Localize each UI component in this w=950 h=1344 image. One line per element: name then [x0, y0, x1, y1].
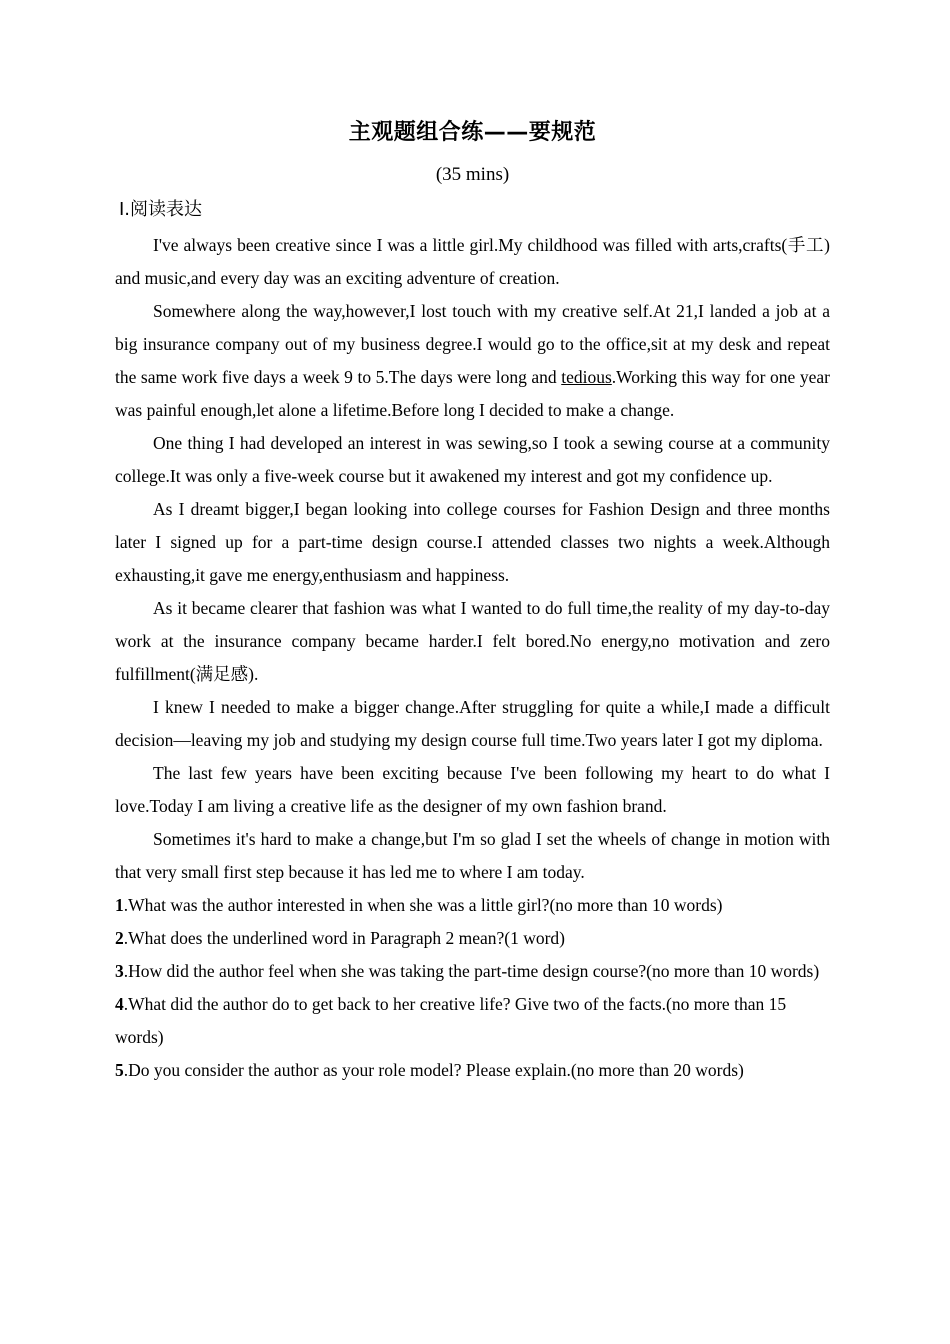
passage-paragraph-7: The last few years have been exciting because I've been following my heart to do what I love.Today I am living a creative life as the designer of my own fashion brand. [115, 763, 830, 816]
question-item [115, 889, 830, 922]
underlined-word: tedious [561, 367, 612, 387]
question-item [115, 1054, 830, 1087]
passage-paragraph-3: One thing I had developed an interest in was sewing,so I took a sewing course at a community college.It was only a five-week course but it awakened my interest and got my confidence up. [115, 433, 830, 486]
question-list [115, 889, 830, 1087]
passage-paragraph-2 [115, 295, 830, 427]
question-text: .How did the author feel when she was taking the part-time design course?(no more than 10 words) [123, 961, 820, 981]
time-limit: (35 mins) [435, 164, 510, 185]
reading-passage [115, 229, 830, 889]
passage-paragraph-5: As it became clearer that fashion was what I wanted to do full time,the reality of my day-to-day work at the insurance company became harder.I felt bored.No energy,no motivation and zero fulfillment(满足感). [115, 598, 830, 684]
page-title: 主观题组合练——要规范 [348, 120, 597, 145]
question-text: .What did the author do to get back to her creative life? Give two of the facts.(no more than 15 words) [115, 994, 787, 1047]
passage-paragraph-6: I knew I needed to make a bigger change.After struggling for quite a while,I made a difficult decision—leaving my job and studying my design course full time.Two years later I got my diploma. [115, 697, 830, 750]
paragraph-2-text-end: .Working this way for one year was painful enough,let alone a lifetime.Before long I decided to make a change. [115, 367, 830, 420]
question-number: 4 [115, 994, 124, 1014]
question-number: 2 [115, 928, 124, 948]
section-heading: Ⅰ.阅读表达 [119, 199, 203, 220]
document-page [115, 115, 830, 1087]
question-text: .What was the author interested in when she was a little girl?(no more than 10 words) [123, 895, 723, 915]
paragraph-2-text-start: Somewhere along the way,however,I lost touch with my creative self.At 21,I landed a job at a big insurance company out of my business degree.I would go to the office,sit at my desk and repeat the same work five days a week 9 to 5.The days were long and [115, 301, 830, 387]
question-item [115, 955, 830, 988]
question-number: 1 [115, 895, 124, 915]
question-item [115, 922, 830, 955]
question-number: 3 [115, 961, 124, 981]
question-item [115, 988, 830, 1054]
passage-paragraph-4: As I dreamt bigger,I began looking into college courses for Fashion Design and three months later I signed up for a part-time design course.I attended classes two nights a week.Although exhausting,it gave me energy,enthusiasm and happiness. [115, 499, 830, 585]
passage-paragraph-1: I've always been creative since I was a little girl.My childhood was filled with arts,crafts(手工) and music,and every day was an exciting adventure of creation. [115, 235, 830, 288]
passage-paragraph-8: Sometimes it's hard to make a change,but I'm so glad I set the wheels of change in motion with that very small first step because it has led me to where I am today. [115, 829, 830, 882]
question-text: .Do you consider the author as your role model? Please explain.(no more than 20 words) [123, 1060, 744, 1080]
question-number: 5 [115, 1060, 124, 1080]
question-text: .What does the underlined word in Paragraph 2 mean?(1 word) [123, 928, 565, 948]
